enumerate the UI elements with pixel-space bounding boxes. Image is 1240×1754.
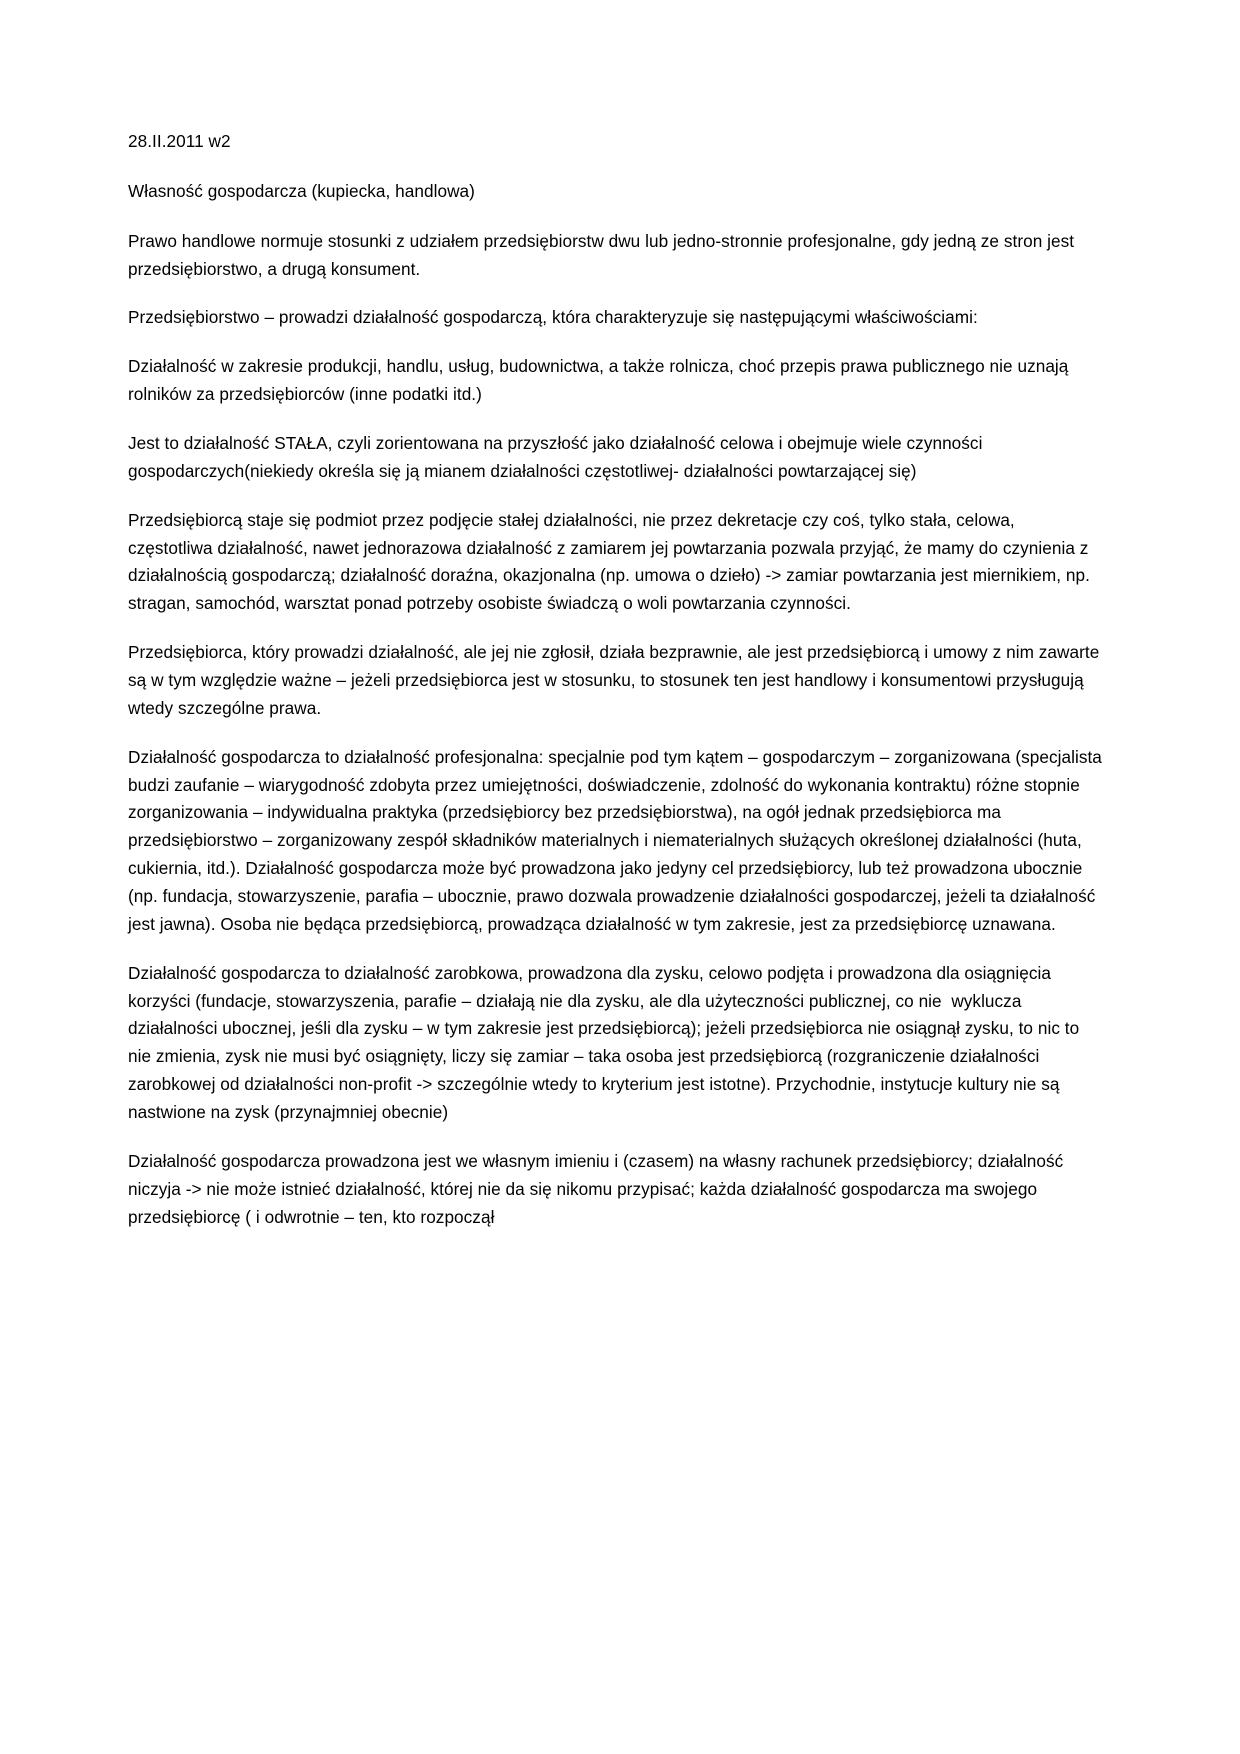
paragraph: Prawo handlowe normuje stosunki z udziałem przedsiębiorstw dwu lub jedno-stronnie profesjonalne, gdy jedną ze stron jest przedsiębiorstwo, a drugą konsument. <box>128 230 1079 279</box>
document-section-title: Własność gospodarcza (kupiecka, handlowa) <box>128 180 475 201</box>
paragraph: Przedsiębiorca, który prowadzi działalność, ale jej nie zgłosił, działa bezprawnie, ale jest przedsiębiorcą i umowy z nim zawarte są w tym względzie ważne – jeżeli przedsiębiorca jest w stosunku, to stosunek ten jest handlowy i konsumentowi przysługują wtedy szczególne prawa. <box>128 642 1105 718</box>
paragraph: Działalność gospodarcza prowadzona jest we własnym imieniu i (czasem) na własny rachunek przedsiębiorcy; działalność niczyja -> nie może istnieć działalność, której nie da się nikomu przypisać; każda działalność gospodarcza ma swojego przedsiębiorcę ( i odwrotnie – ten, kto rozpoczął <box>128 1150 1069 1227</box>
document-date-line: 28.II.2011 w2 <box>128 131 231 151</box>
paragraph: Działalność w zakresie produkcji, handlu, usług, budownictwa, a także rolnicza, choć przepis prawa publicznego nie uznają rolników za przedsiębiorców (inne podatki itd.) <box>128 356 1074 405</box>
paragraph: Jest to działalność STAŁA, czyli zorientowana na przyszłość jako działalność celowa i obejmuje wiele czynności gospodarczych(niekiedy określa się ją mianem działalności częstotliwej- działalności powtarzającej się) <box>128 433 988 481</box>
paragraph: Przedsiębiorcą staje się podmiot przez podjęcie stałej działalności, nie przez dekretacje czy coś, tylko stała, celowa, częstotliwa działalność, nawet jednorazowa działalność z zamiarem jej powtarzania pozwala przyjąć, że mamy do czynienia z działalnością gospodarczą; działalność doraźna, okazjonalna (np. umowa o dzieło) -> zamiar powtarzania jest miernikiem, np. stragan, samochód, warsztat ponad potrzeby osobiste świadczą o woli powtarzania czynności. <box>128 509 1095 614</box>
paragraph: Działalność gospodarcza to działalność profesjonalna: specjalnie pod tym kątem – gospodarczym – zorganizowana (specjalista budzi zaufanie – wiarygodność zdobyta przez umiejętności, doświadczenie, zdolność do wykonania kontraktu) różne stopnie zorganizowania – indywidualna praktyka (przedsiębiorcy bez przedsiębiorstwa), na ogół jednak przedsiębiorca ma przedsiębiorstwo – zorganizowany zespół składników materialnych i niematerialnych służących określonej działalności (huta, cukiernia, itd.). Działalność gospodarcza może być prowadzona jako jedyny cel przedsiębiorcy, lub też prowadzona ubocznie (np. fundacja, stowarzyszenie, parafia – ubocznie, prawo dozwala prowadzenie działalności gospodarczej, jeżeli ta działalność jest jawna). Osoba nie będąca przedsiębiorcą, prowadząca działalność w tym zakresie, jest za przedsiębiorcę uznawana. <box>128 746 1107 934</box>
paragraph: Działalność gospodarcza to działalność zarobkowa, prowadzona dla zysku, celowo podjęta i prowadzona dla osiągnięcia korzyści (fundacje, stowarzyszenia, parafie – działają nie dla zysku, ale dla użyteczności publicznej, co nie wyklucza działalności ubocznej, jeśli dla zysku – w tym zakresie jest przedsiębiorcą); jeżeli przedsiębiorca nie osiągnął zysku, to nic to nie zmienia, zysk nie musi być osiągnięty, liczy się zamiar – taka osoba jest przedsiębiorcą (rozgraniczenie działalności zarobkowej od działalności non-profit -> szczególnie wtedy to kryterium jest istotne). Przychodnie, instytucje kultury nie są nastwione na zysk (przynajmniej obecnie) <box>128 962 1085 1123</box>
document-body <box>128 128 1107 1232</box>
paragraph: Przedsiębiorstwo – prowadzi działalność gospodarczą, która charakteryzuje się następującymi właściwościami: <box>128 307 978 328</box>
